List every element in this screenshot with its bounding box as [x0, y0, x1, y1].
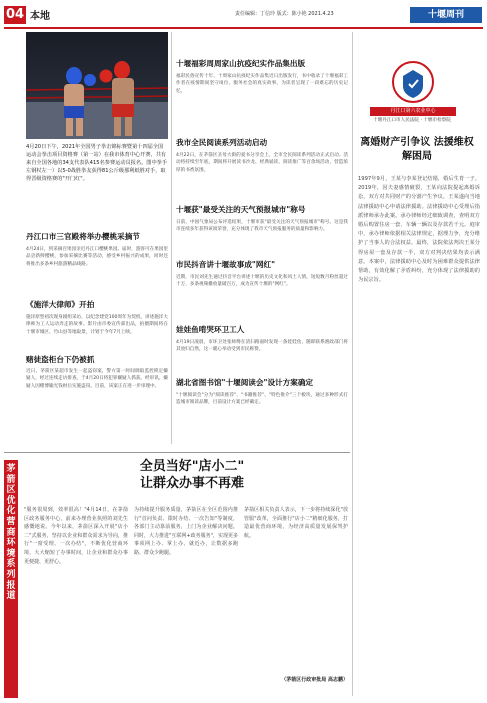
mid-article-1: 福彩民俗宣传十年、十周家山抗疫纪实作品集近日出版发行，书中收录了十堰福彩工作者在疫情期间坚守岗位、服务社会的真实故事，为读者呈现了一段难忘的历史记忆。: [176, 74, 348, 94]
left-headline-2: 《施洋大律师》开拍: [26, 300, 95, 309]
feature-title-line-1: 全员当好"店小二": [139, 459, 245, 474]
emblem-title: 丹江口第六农业中心: [370, 107, 456, 116]
feature-title-line-2: 让群众办事不再难: [139, 476, 244, 491]
right-article-title: 离婚财产引争议 法援维权解困局: [360, 137, 474, 162]
section-name: 本地: [30, 11, 50, 22]
photo-caption: 4月20日下午，2021年全国男子拳击锦标赛暨第十四届全国运动会拳击项目资格赛（第一站）在我市体育中心开赛，共有来自全国各地的34支代表队415名参赛运动员报名。图中拳手左钢杖左一）以5-0战胜拳友获得81公斤级那利纸胜对手，取得晋级资格赛的"开门红"。: [26, 144, 168, 182]
left-headline-1: 丹江口市三官殿将举办樱桃采摘节: [26, 232, 140, 241]
mid-headline-5: 娃娃鱼啃哭环卫工人: [176, 325, 245, 334]
left-article-3: 近日，茅箭区某超市发生一起盗窃案，警方第一时间调取监控锁定嫌疑人，经过连续走访排查，于4月20日将犯罪嫌疑人抓获。经审讯，嫌疑人因赌博输光钱财后实施盗窃。目前，该案正在进一步审理中。: [26, 369, 168, 389]
column-rule: [171, 32, 172, 444]
left-headline-3: 赌徒盗柜台下仍被抓: [26, 355, 95, 364]
mid-article-4: 近期，市民刘先生通过抖音平台讲述十堰的历史文化和风土人情，短短数月粉丝超过十万，多条视频播放量破百万，成为宣传十堰的"网红"。: [176, 275, 348, 288]
boxing-photo: [26, 32, 168, 139]
feature-divider: [4, 452, 350, 453]
mid-headline-4: 市民抖音讲十堰故事成"网红": [176, 260, 276, 269]
feature-column-2: 为持续提升服务质量，茅箭区在全区范围内推行"首问负责、限时办结、一次告知"等制度，各部门主动靠前服务，上门为企业解决问题。同时，大力推进"互联网+政务服务"，实现更多事项网上办、掌上办、就近办，让数据多跑路、群众少跑腿。: [134, 507, 238, 556]
mid-article-2: 4月22日，在茅箭区圣母大街的爱书分享会上，全市全民阅读系列活动正式启动。活动将持续至年底，期间将开展读书沙龙、经典诵读、阅读推广等百余场活动，营造浓厚的书香氛围。: [176, 153, 348, 173]
mid-headline-1: 十堰福彩周周家山抗疫纪实作品集出版: [176, 59, 306, 68]
feature-column-1: "服务很周到，效率很高！"4月14日，在茅箭区政务服务中心，前来办理营业执照的刘先生感慨地说。今年以来，茅箭区深入开展"店小二"式服务，坚持以企业和群众需求为导向，推行"一窗受理、一次办结"，不断优化营商环境，大大缩短了办事时间，让企业和群众办事更便捷、更舒心。: [24, 507, 128, 565]
emblem-subtitle: 十堰丹江口市人民法院 · 十堰市检察院: [373, 118, 451, 123]
mid-headline-3: 十堰获"最受关注的天气预报城市"称号: [176, 205, 306, 214]
boxing-illustration: [26, 32, 168, 139]
mid-headline-2: 我市全民阅读系列活动启动: [176, 138, 268, 147]
mid-article-5: 4月19日凌晨，市环卫处张师傅在清扫路面时发现一条娃娃鱼，随即联系渔政部门将其放归自然，这一暖心举动受到市民称赞。: [176, 340, 348, 353]
left-article-1: 4月24日，到采摘百果园亲近丹江口樱桃果园。届时，游客可在果园里品尝新鲜樱桃，参加采摘比赛等活动，感受乡村振兴的成果，同时还将推出多条乡村旅游精品线路。: [26, 247, 168, 267]
page-number: 04: [5, 7, 25, 22]
mid-headline-6: 湖北省图书馆"十堰阅读会"设计方案确定: [176, 378, 314, 387]
paper-logo: 十堰周刊: [410, 7, 482, 23]
feature-column-3: 茅箭区相关负责人表示，下一步将持续深化"放管服"改革，全面推行"店小二"精细化服务，打造最优营商环境，为经济高质量发展保驾护航。: [244, 507, 348, 539]
right-article-body: 1997年9月，王某与李某登记结婚，婚后生育一子。2019年，因夫妻感情破裂，王某向法院提起离婚诉讼，双方对共同财产的分割产生争议，王某遂向当地法律援助中心申请法律援助。法律援助中心受理后指派律师承办此案。承办律师经过细致调查，查明双方婚后购置住房一套、车辆一辆以及存款若干元。庭审中，承办律师依据相关法律规定，据理力争，充分维护了当事人的合法权益。最终，法院依法判决王某分得房屋一套及存款一半，双方对判决结果均表示满意。本案中，法律援助中心及时为困难群众提供法律帮助，有效化解了矛盾纠纷，充分体现了法律援助的为民宗旨。: [358, 176, 480, 284]
mid-article-3: 日前，中国气象局公布评选结果，十堰市获"最受关注的天气预报城市"称号。这是我市连续多年获得该项荣誉，充分体现了我市天气预报服务的质量和影响力。: [176, 220, 348, 233]
editor-credits: 责任编辑：丁信玲 版式：陈小艳 2021.4.23: [235, 11, 334, 17]
mid-article-6: "十堰阅读会"分为"阅读推荐"、"书籍推荐"、"特色推介"三个板块，通过多种形式打造城市阅读品牌，目前设计方案已经确定。: [176, 393, 348, 406]
column-rule: [352, 32, 353, 696]
feature-byline: （茅箭区行政审批局 高志鹏）: [281, 677, 348, 683]
series-sidebar: 茅箭区优化营商环境系列报道: [4, 460, 18, 698]
header-divider: [4, 27, 483, 29]
left-article-2: 施洋原型初次现身剧组采访，以纪念建党100周年为契机，讲述施洋大律师为工人运动奔走的故事。影片由市委宣传部出品，拍摄期间将在十堰市城区、竹山县等地取景，计划于今年7月上映。: [26, 315, 168, 335]
